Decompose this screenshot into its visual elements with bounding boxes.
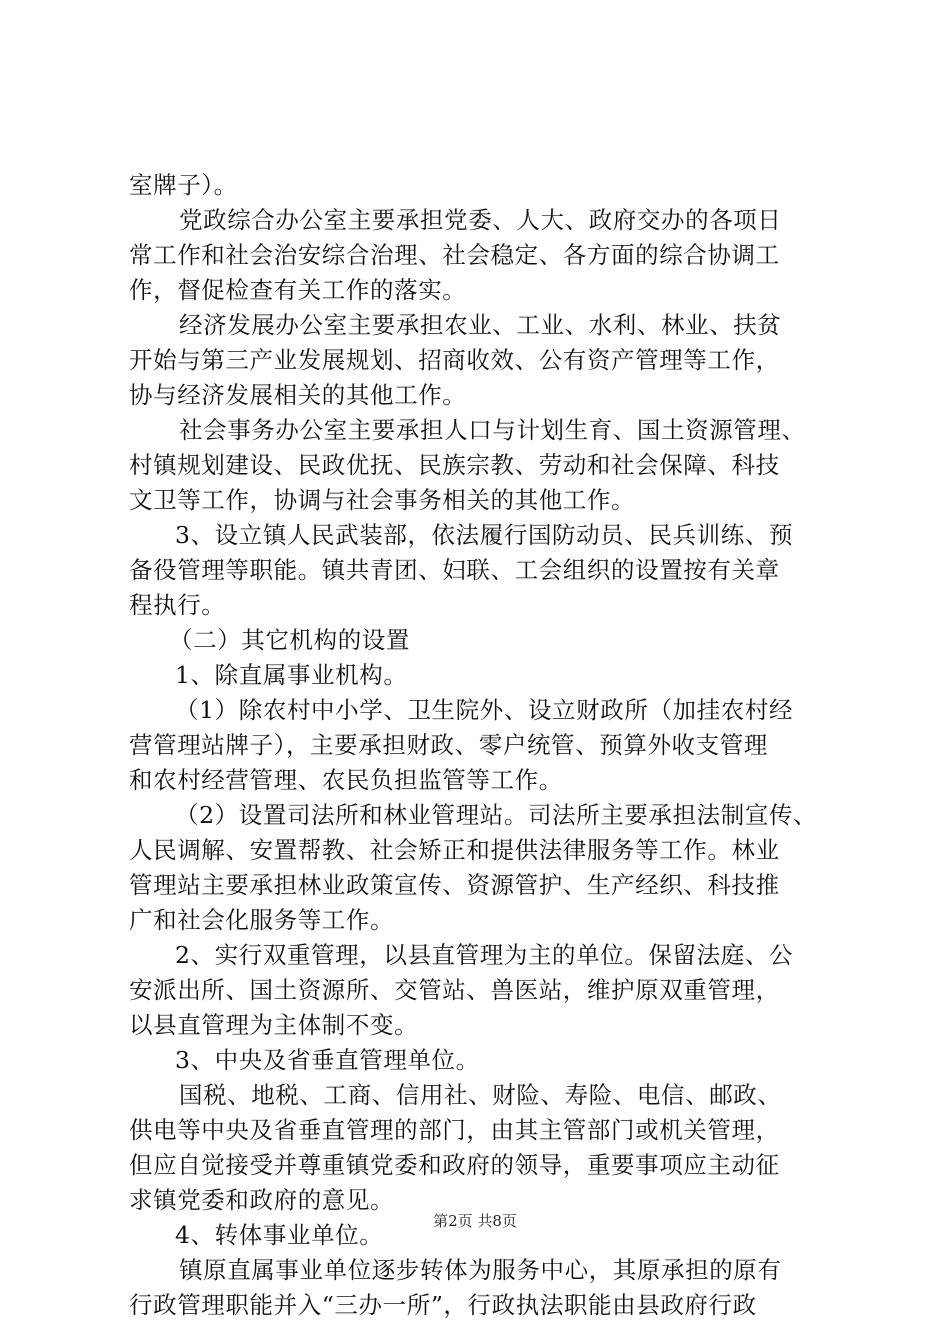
page-footer <box>0 1210 950 1231</box>
text-line: 管理站主要承担林业政策宣传、资源管护、生产经织、科技推 <box>129 871 780 899</box>
text-line: 安派出所、国土资源所、交管站、兽医站，维护原双重管理， <box>129 976 780 1004</box>
text-line: （二）其它机构的设置 <box>169 626 410 654</box>
text-line: 2、实行双重管理，以县直管理为主的单位。保留法庭、公 <box>175 941 794 969</box>
text-line: 开始与第三产业发展规划、招商收效、公有资产管理等工作， <box>129 346 780 374</box>
text-line: 室牌子）。 <box>129 171 238 199</box>
text-line: （1）除农村中小学、卫生院外、设立财政所（加挂农村经 <box>175 696 794 724</box>
text-line: 3、中央及省垂直管理单位。 <box>175 1046 480 1074</box>
text-line: 备役管理等职能。镇共青团、妇联、工会组织的设置按有关章 <box>129 556 780 584</box>
text-line: （2）设置司法所和林业管理站。司法所主要承担法制宣传、 <box>175 801 818 829</box>
page-number-label: 第2页 共8页 <box>433 1212 517 1230</box>
text-line: 作，督促检查有关工作的落实。 <box>129 276 467 304</box>
text-line: 行政管理职能并入“三办一所”，行政执法职能由县政府行政 <box>129 1291 757 1319</box>
text-line: 供电等中央及省垂直管理的部门，由其主管部门或机关管理， <box>129 1116 780 1144</box>
text-line: 文卫等工作，协调与社会事务相关的其他工作。 <box>129 486 636 514</box>
text-line: 镇原直属事业单位逐步转体为服务中心，其原承担的原有 <box>179 1256 782 1284</box>
text-line: 但应自觉接受并尊重镇党委和政府的领导，重要事项应主动征 <box>129 1151 780 1179</box>
text-line: 程执行。 <box>129 591 226 619</box>
text-line: 经济发展办公室主要承担农业、工业、水利、林业、扶贫 <box>179 311 782 339</box>
text-line: 社会事务办公室主要承担人口与计划生育、国土资源管理、 <box>179 416 806 444</box>
text-line: 国税、地税、工商、信用社、财险、寿险、电信、邮政、 <box>179 1081 782 1109</box>
text-line: 以县直管理为主体制不变。 <box>129 1011 419 1039</box>
text-line: 党政综合办公室主要承担党委、人大、政府交办的各项日 <box>179 206 782 234</box>
text-line: 和农村经营管理、农民负担监管等工作。 <box>129 766 563 794</box>
text-line: 广和社会化服务等工作。 <box>129 906 395 934</box>
text-line: 3、设立镇人民武装部，依法履行国防动员、民兵训练、预 <box>175 521 794 549</box>
text-line: 4、转体事业单位。 <box>175 1221 384 1249</box>
document-body <box>129 168 829 1323</box>
text-line: 常工作和社会治安综合治理、社会稳定、各方面的综合协调工 <box>129 241 780 269</box>
text-line: 人民调解、安置帮教、社会矫正和提供法律服务等工作。林业 <box>129 836 780 864</box>
text-line: 营管理站牌子），主要承担财政、零户统管、预算外收支管理 <box>129 731 768 759</box>
text-line: 协与经济发展相关的其他工作。 <box>129 381 467 409</box>
text-line: 求镇党委和政府的意见。 <box>129 1186 395 1214</box>
text-line: 村镇规划建设、民政优抚、民族宗教、劳动和社会保障、科技 <box>129 451 780 479</box>
text-line: 1、除直属事业机构。 <box>175 661 408 689</box>
